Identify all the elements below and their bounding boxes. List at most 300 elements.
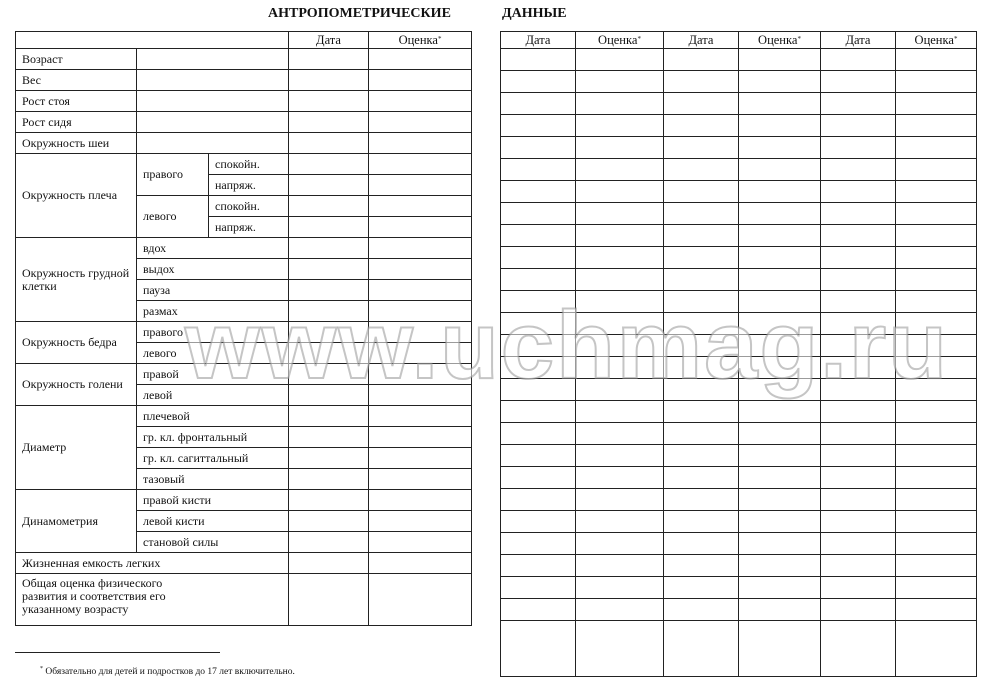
grid-cell (896, 555, 977, 577)
header-date: Дата (289, 32, 369, 49)
table-cell (289, 343, 369, 364)
grid-cell (739, 621, 821, 677)
table-cell (369, 301, 472, 322)
title-part1: АНТРОПОМЕТРИЧЕСКИЕ (268, 6, 451, 21)
footnote (40, 667, 295, 677)
table-row (16, 112, 472, 133)
table-cell (369, 70, 472, 91)
grid-cell (664, 225, 739, 247)
grid-cell (576, 313, 664, 335)
grid-row (501, 533, 977, 555)
chest-item: выдох (137, 259, 289, 280)
header-grade (369, 32, 472, 49)
grid-row (501, 555, 977, 577)
grid-cell (576, 621, 664, 677)
table-cell (369, 175, 472, 196)
grid-cell (576, 357, 664, 379)
grid-cell (501, 137, 576, 159)
grid-cell (821, 93, 896, 115)
grid-cell (501, 159, 576, 181)
grid-row (501, 115, 977, 137)
grid-cell (821, 181, 896, 203)
grid-cell (739, 71, 821, 93)
grid-cell (664, 489, 739, 511)
grid-row (501, 379, 977, 401)
grid-row (501, 291, 977, 313)
grid-cell (896, 357, 977, 379)
grid-cell (896, 379, 977, 401)
table-cell (289, 91, 369, 112)
grid-cell (501, 93, 576, 115)
grid-cell (664, 335, 739, 357)
grid-cell (501, 445, 576, 467)
grid-cell (821, 291, 896, 313)
grid-cell (821, 71, 896, 93)
table-cell (369, 259, 472, 280)
table-cell (289, 70, 369, 91)
grid-row (501, 269, 977, 291)
grid-cell (576, 291, 664, 313)
grid-cell (821, 159, 896, 181)
grid-row (501, 137, 977, 159)
row-label-chest: Окружность грудной клетки (16, 238, 137, 322)
grid-row (501, 335, 977, 357)
table-cell (289, 112, 369, 133)
grid-header-row (501, 32, 977, 49)
grid-cell (739, 599, 821, 621)
grid-cell (821, 269, 896, 291)
table-cell (369, 385, 472, 406)
grid-cell (576, 49, 664, 71)
shin-item: левой (137, 385, 289, 406)
table-cell (369, 364, 472, 385)
grid-cell (501, 291, 576, 313)
footnote-text: Обязательно для детей и подростков до 17 лет включительно. (45, 667, 295, 677)
grid-cell (896, 159, 977, 181)
grid-row (501, 357, 977, 379)
grid-cell (821, 137, 896, 159)
table-cell (289, 448, 369, 469)
grid-cell (739, 379, 821, 401)
grid-cell (664, 445, 739, 467)
grid-cell (821, 313, 896, 335)
grid-cell (501, 467, 576, 489)
grid-cell (821, 357, 896, 379)
diameter-item: тазовый (137, 469, 289, 490)
watermark: www.uchmag.ru (185, 292, 949, 399)
grid-cell (664, 71, 739, 93)
grid-cell (896, 269, 977, 291)
shoulder-left-calm: спокойн. (209, 196, 289, 217)
grid-cell (664, 555, 739, 577)
grid-row (501, 181, 977, 203)
grid-cell (501, 423, 576, 445)
table-cell (289, 532, 369, 553)
table-row (16, 91, 472, 112)
grid-header-grade-star: * (953, 34, 958, 43)
table-cell (369, 217, 472, 238)
shoulder-right-tense: напряж. (209, 175, 289, 196)
grid-cell (501, 489, 576, 511)
table-cell (289, 133, 369, 154)
chest-item: пауза (137, 280, 289, 301)
row-label-shoulder: Окружность плеча (16, 154, 137, 238)
grid-cell (576, 335, 664, 357)
table-cell (137, 133, 289, 154)
grid-cell (821, 489, 896, 511)
table-row (16, 574, 472, 626)
grid-cell (896, 291, 977, 313)
table-cell (369, 322, 472, 343)
grid-cell (739, 555, 821, 577)
grid-cell (576, 379, 664, 401)
grid-cell (821, 335, 896, 357)
grid-cell (821, 621, 896, 677)
grid-cell (896, 621, 977, 677)
shin-item: правой (137, 364, 289, 385)
table-cell (289, 574, 369, 626)
table-cell (289, 469, 369, 490)
grid-cell (896, 423, 977, 445)
grid-cell (821, 445, 896, 467)
table-header-row (16, 32, 472, 49)
grid-cell (501, 335, 576, 357)
grid-cell (896, 93, 977, 115)
anthropometry-table (15, 31, 472, 626)
grid-cell (739, 291, 821, 313)
grid-row (501, 313, 977, 335)
results-grid-table (500, 31, 977, 677)
row-label-dynamometry: Динамометрия (16, 490, 137, 553)
table-row (16, 49, 472, 70)
grid-cell (576, 115, 664, 137)
grid-cell (576, 599, 664, 621)
grid-header-grade (576, 32, 664, 49)
grid-cell (501, 379, 576, 401)
grid-cell (896, 489, 977, 511)
grid-cell (739, 159, 821, 181)
grid-cell (739, 533, 821, 555)
grid-header-date: Дата (664, 32, 739, 49)
grid-row (501, 577, 977, 599)
grid-cell (664, 291, 739, 313)
row-label-age: Возраст (16, 49, 137, 70)
table-cell (289, 553, 369, 574)
grid-cell (739, 467, 821, 489)
grid-row (501, 159, 977, 181)
table-cell (369, 343, 472, 364)
grid-cell (576, 577, 664, 599)
footnote-star: * (40, 666, 43, 672)
dynamometry-item: левой кисти (137, 511, 289, 532)
grid-cell (664, 49, 739, 71)
table-row (16, 406, 472, 427)
grid-row (501, 225, 977, 247)
grid-cell (896, 445, 977, 467)
table-cell (289, 154, 369, 175)
grid-cell (896, 511, 977, 533)
grid-header-grade-label: Оценка (598, 32, 638, 47)
grid-cell (664, 379, 739, 401)
shoulder-right-calm: спокойн. (209, 154, 289, 175)
row-label-thigh: Окружность бедра (16, 322, 137, 364)
table-cell (289, 490, 369, 511)
grid-cell (576, 181, 664, 203)
grid-cell (821, 401, 896, 423)
grid-row (501, 467, 977, 489)
grid-cell (821, 511, 896, 533)
grid-cell (576, 269, 664, 291)
grid-row (501, 423, 977, 445)
grid-cell (739, 313, 821, 335)
grid-cell (501, 599, 576, 621)
table-cell (369, 511, 472, 532)
grid-cell (896, 401, 977, 423)
grid-cell (501, 181, 576, 203)
grid-cell (576, 533, 664, 555)
grid-header-grade (739, 32, 821, 49)
table-cell (289, 259, 369, 280)
grid-cell (664, 621, 739, 677)
dynamometry-item: правой кисти (137, 490, 289, 511)
table-cell (289, 196, 369, 217)
table-row (16, 490, 472, 511)
grid-cell (821, 49, 896, 71)
grid-cell (576, 71, 664, 93)
diameter-item: гр. кл. фронтальный (137, 427, 289, 448)
row-label-neck: Окружность шеи (16, 133, 137, 154)
grid-row (501, 621, 977, 677)
table-cell (369, 574, 472, 626)
grid-cell (821, 225, 896, 247)
grid-cell (739, 511, 821, 533)
table-cell (289, 511, 369, 532)
table-cell (289, 385, 369, 406)
grid-cell (664, 467, 739, 489)
table-cell (137, 112, 289, 133)
grid-cell (821, 599, 896, 621)
table-cell (137, 49, 289, 70)
grid-cell (664, 247, 739, 269)
grid-cell (821, 247, 896, 269)
grid-cell (501, 269, 576, 291)
row-label-diameter: Диаметр (16, 406, 137, 490)
grid-cell (896, 137, 977, 159)
table-cell (369, 406, 472, 427)
table-cell (369, 427, 472, 448)
table-row (16, 70, 472, 91)
grid-cell (739, 137, 821, 159)
table-cell (369, 196, 472, 217)
grid-cell (501, 621, 576, 677)
table-cell (289, 406, 369, 427)
grid-cell (501, 313, 576, 335)
grid-cell (896, 313, 977, 335)
grid-cell (821, 203, 896, 225)
row-label-vital: Жизненная емкость легких (16, 553, 289, 574)
grid-row (501, 203, 977, 225)
grid-cell (821, 379, 896, 401)
grid-row (501, 247, 977, 269)
grid-row (501, 599, 977, 621)
table-cell (137, 70, 289, 91)
grid-row (501, 401, 977, 423)
grid-cell (664, 577, 739, 599)
grid-cell (821, 555, 896, 577)
grid-cell (739, 203, 821, 225)
table-row (16, 322, 472, 343)
table-row (16, 133, 472, 154)
grid-cell (896, 247, 977, 269)
grid-cell (821, 467, 896, 489)
table-cell (369, 112, 472, 133)
grid-row (501, 49, 977, 71)
table-row (16, 154, 472, 175)
shoulder-right: правого (137, 154, 209, 196)
row-label-overall: Общая оценка физического развития и соответствия его указанному возрасту (16, 574, 289, 626)
grid-cell (576, 159, 664, 181)
table-cell (369, 553, 472, 574)
grid-cell (739, 115, 821, 137)
grid-cell (664, 313, 739, 335)
grid-row (501, 445, 977, 467)
table-cell (289, 175, 369, 196)
grid-cell (501, 71, 576, 93)
grid-cell (739, 445, 821, 467)
table-cell (369, 133, 472, 154)
grid-body (501, 49, 977, 677)
grid-cell (821, 533, 896, 555)
grid-row (501, 489, 977, 511)
grid-cell (664, 115, 739, 137)
grid-cell (664, 511, 739, 533)
table-cell (369, 532, 472, 553)
row-label-height-sitting: Рост сидя (16, 112, 137, 133)
grid-cell (739, 577, 821, 599)
grid-cell (664, 357, 739, 379)
thigh-item: левого (137, 343, 289, 364)
grid-cell (739, 401, 821, 423)
title-part2: ДАННЫЕ (502, 6, 567, 21)
grid-cell (576, 225, 664, 247)
grid-cell (664, 203, 739, 225)
grid-cell (664, 181, 739, 203)
grid-cell (501, 511, 576, 533)
grid-cell (739, 247, 821, 269)
header-blank (16, 32, 289, 49)
table-cell (289, 322, 369, 343)
grid-cell (576, 247, 664, 269)
grid-cell (821, 115, 896, 137)
grid-cell (739, 357, 821, 379)
table-cell (289, 301, 369, 322)
table-row (16, 553, 472, 574)
grid-row (501, 93, 977, 115)
table-cell (137, 91, 289, 112)
grid-cell (576, 401, 664, 423)
grid-cell (896, 335, 977, 357)
table-cell (369, 448, 472, 469)
table-cell (289, 280, 369, 301)
diameter-item: плечевой (137, 406, 289, 427)
chest-item: вдох (137, 238, 289, 259)
grid-row (501, 71, 977, 93)
grid-cell (501, 357, 576, 379)
grid-cell (664, 269, 739, 291)
grid-row (501, 511, 977, 533)
grid-cell (896, 577, 977, 599)
table-cell (289, 238, 369, 259)
grid-cell (896, 71, 977, 93)
table-cell (369, 490, 472, 511)
grid-cell (501, 247, 576, 269)
grid-cell (739, 269, 821, 291)
grid-header-grade-star: * (637, 34, 641, 43)
grid-header-date: Дата (821, 32, 896, 49)
footnote-divider (15, 652, 220, 653)
table-cell (289, 217, 369, 238)
grid-cell (501, 115, 576, 137)
grid-cell (576, 93, 664, 115)
grid-cell (576, 203, 664, 225)
grid-cell (501, 49, 576, 71)
grid-header-grade-star: * (797, 34, 801, 43)
table-cell (369, 238, 472, 259)
grid-cell (576, 489, 664, 511)
grid-header-grade (896, 32, 977, 49)
table-cell (369, 91, 472, 112)
grid-cell (739, 335, 821, 357)
grid-cell (501, 555, 576, 577)
row-label-weight: Вес (16, 70, 137, 91)
grid-cell (576, 445, 664, 467)
table-cell (369, 49, 472, 70)
thigh-item: правого (137, 322, 289, 343)
grid-cell (739, 489, 821, 511)
grid-cell (739, 181, 821, 203)
grid-cell (576, 511, 664, 533)
grid-cell (501, 225, 576, 247)
grid-cell (664, 599, 739, 621)
grid-cell (896, 599, 977, 621)
grid-header-date: Дата (501, 32, 576, 49)
grid-cell (576, 137, 664, 159)
grid-cell (664, 93, 739, 115)
grid-cell (576, 555, 664, 577)
grid-cell (576, 467, 664, 489)
table-cell (369, 280, 472, 301)
grid-cell (664, 137, 739, 159)
diameter-item: гр. кл. сагиттальный (137, 448, 289, 469)
chest-item: размах (137, 301, 289, 322)
grid-cell (664, 423, 739, 445)
dynamometry-item: становой силы (137, 532, 289, 553)
row-label-height-standing: Рост стоя (16, 91, 137, 112)
row-label-shin: Окружность голени (16, 364, 137, 406)
grid-cell (501, 203, 576, 225)
grid-cell (896, 225, 977, 247)
grid-cell (664, 159, 739, 181)
grid-cell (576, 423, 664, 445)
table-cell (289, 427, 369, 448)
grid-cell (896, 203, 977, 225)
grid-cell (821, 577, 896, 599)
grid-cell (501, 401, 576, 423)
grid-cell (664, 533, 739, 555)
grid-cell (896, 533, 977, 555)
grid-cell (739, 49, 821, 71)
grid-header-grade-label: Оценка (914, 32, 954, 47)
